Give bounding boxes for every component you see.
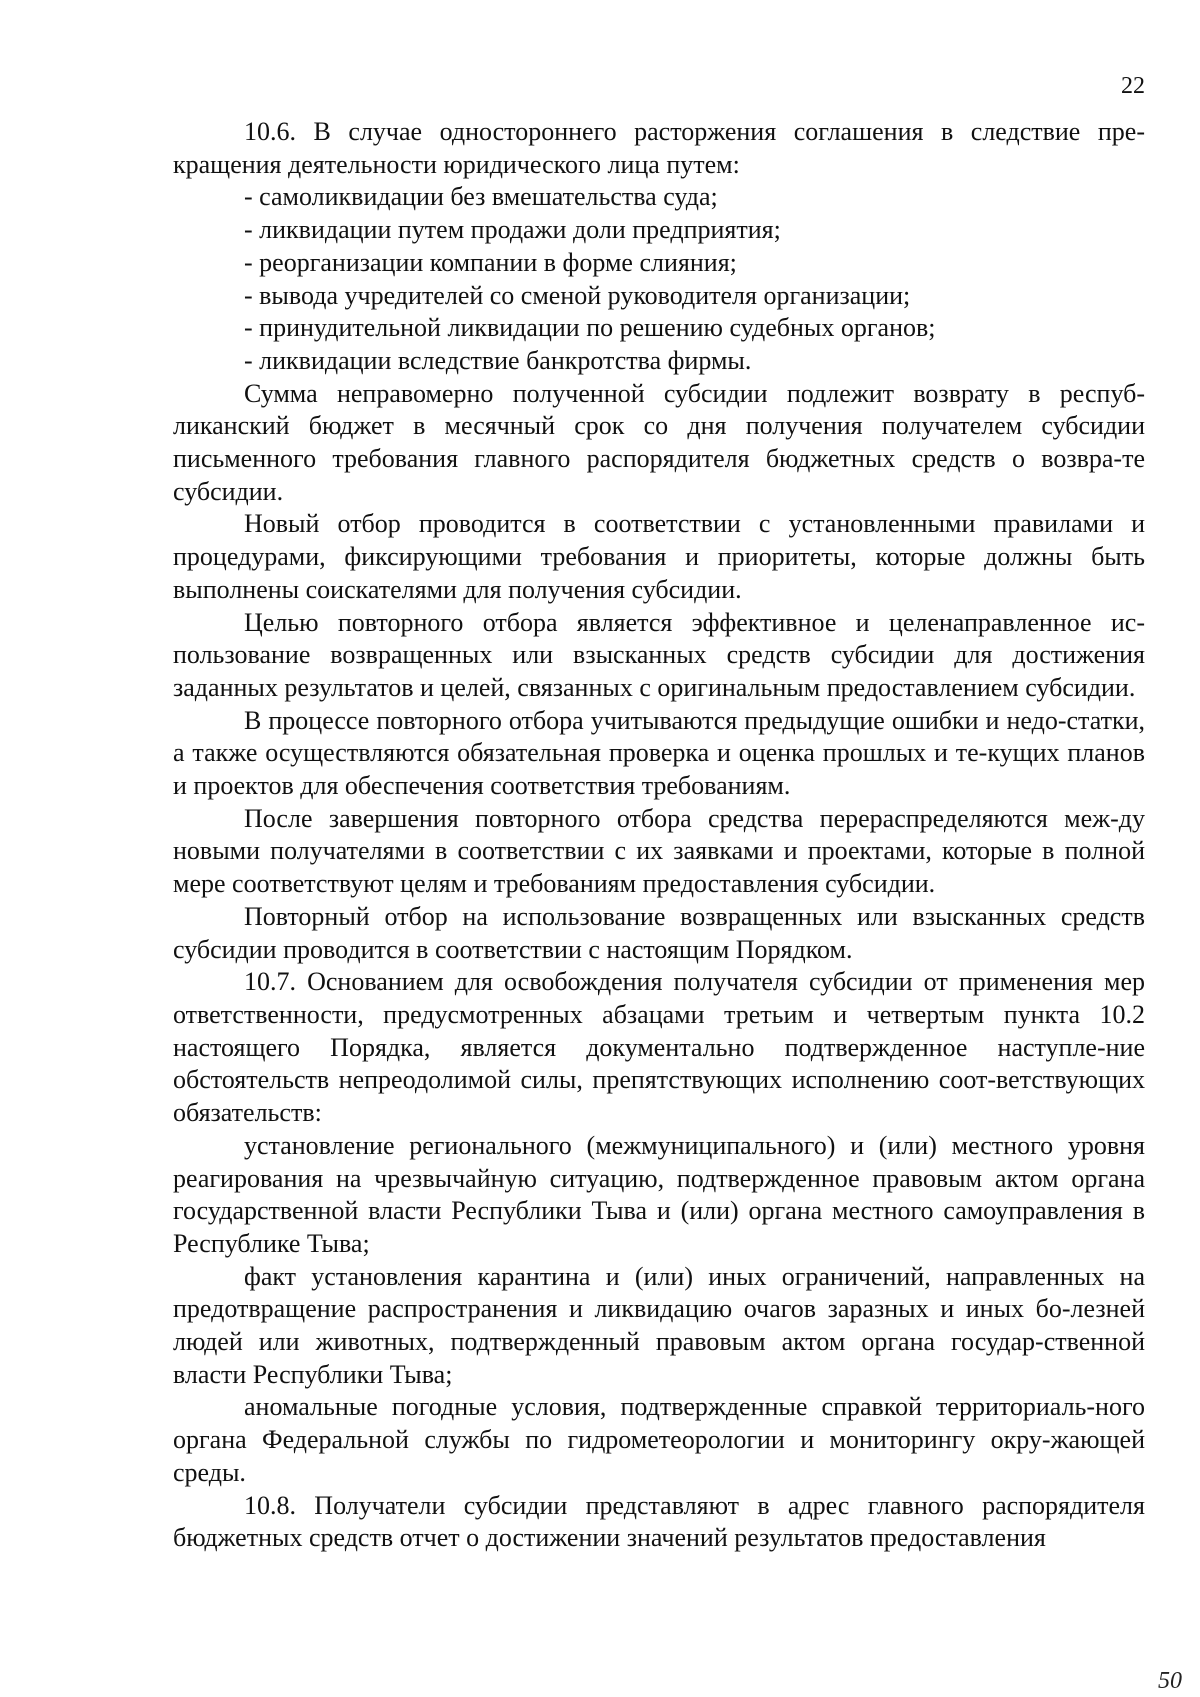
list-item: - самоликвидации без вмешательства суда; (244, 182, 718, 212)
page-number: 22 (1121, 73, 1145, 99)
paragraph-reselection-process: В процессе повторного отбора учитываются предыдущие ошибки и недо-статки, а также осуществляются обязательная проверка и оценка прошлых и те-кущих планов и проектов для обеспечения соответствия требованиям. (173, 705, 1145, 801)
list-item: - реорганизации компании в форме слияния; (244, 247, 737, 277)
paragraph-emergency-response: установление регионального (межмуниципального) и (или) местного уровня реагирования на чрезвычайную ситуацию, подтвержденное правовым актом органа государственной власти Республики Тыва и (или) органа местного самоуправления в Республике Тыва; (173, 1130, 1145, 1258)
paragraph-weather: аномальные погодные условия, подтвержденные справкой территориаль-ного органа Федеральной службы по гидрометеорологии и мониторингу окру-жающей среды. (173, 1392, 1145, 1487)
paragraph-10-8: 10.8. Получатели субсидии представляют в адрес главного распорядителя бюджетных средств отчет о достижении значений результатов предоставления (173, 1490, 1145, 1553)
paragraph-quarantine: факт установления карантина и (или) иных ограничений, направленных на предотвращение распространения и ликвидацию очагов заразных и иных бо-лезней людей или животных, подтвержденный правовым актом органа государ-ственной власти Республики Тыва; (173, 1261, 1145, 1389)
paragraph-10-7: 10.7. Основанием для освобождения получателя субсидии от применения мер ответственности, предусмотренных абзацами третьим и четвертым пункта 10.2 настоящего Порядка, является документально подтвержденное наступле-ние обстоятельств непреодолимой силы, препятствующих исполнению соот-ветствующих обязательств: (173, 967, 1145, 1128)
paragraph-10-6-intro: 10.6. В случае одностороннего расторжения соглашения в следствие пре-кращения деятельности юридического лица путем: (173, 117, 1145, 179)
document-page (173, 52, 1145, 1652)
list-item: - ликвидации вследствие банкротства фирмы. (244, 345, 752, 375)
paragraph-reselection-order: Повторный отбор на использование возвращенных или взысканных средств субсидии проводится в соответствии с настоящим Порядком. (173, 901, 1145, 964)
paragraph-subsidy-return: Сумма неправомерно полученной субсидии подлежит возврату в респуб-ликанский бюджет в месячный срок со дня получения получателем субсидии письменного требования главного распорядителя бюджетных средств о возвра-те субсидии. (173, 378, 1145, 506)
corner-handwritten-mark: 50 (1158, 1668, 1182, 1694)
list-item: - принудительной ликвидации по решению судебных органов; (244, 313, 936, 343)
paragraph-new-selection: Новый отбор проводится в соответствии с установленными правилами и процедурами, фиксирующими требования и приоритеты, которые должны быть выполнены соискателями для получения субсидии. (173, 509, 1145, 604)
paragraph-reselection-goal: Целью повторного отбора является эффективное и целенаправленное ис-пользование возвращенных или взысканных средств субсидии для достижения заданных результатов и целей, связанных с оригинальным предоставлением субсидии. (173, 607, 1145, 702)
list-item: - ликвидации путем продажи доли предприятия; (244, 215, 781, 245)
document-body (173, 116, 1145, 1555)
termination-reasons-list (173, 181, 1145, 377)
paragraph-redistribution: После завершения повторного отбора средства перераспределяются меж-ду новыми получателями в соответствии с их заявками и проектами, которые в полной мере соответствуют целям и требованиям предоставления субсидии. (173, 803, 1145, 899)
list-item: - вывода учредителей со сменой руководителя организации; (244, 280, 911, 310)
